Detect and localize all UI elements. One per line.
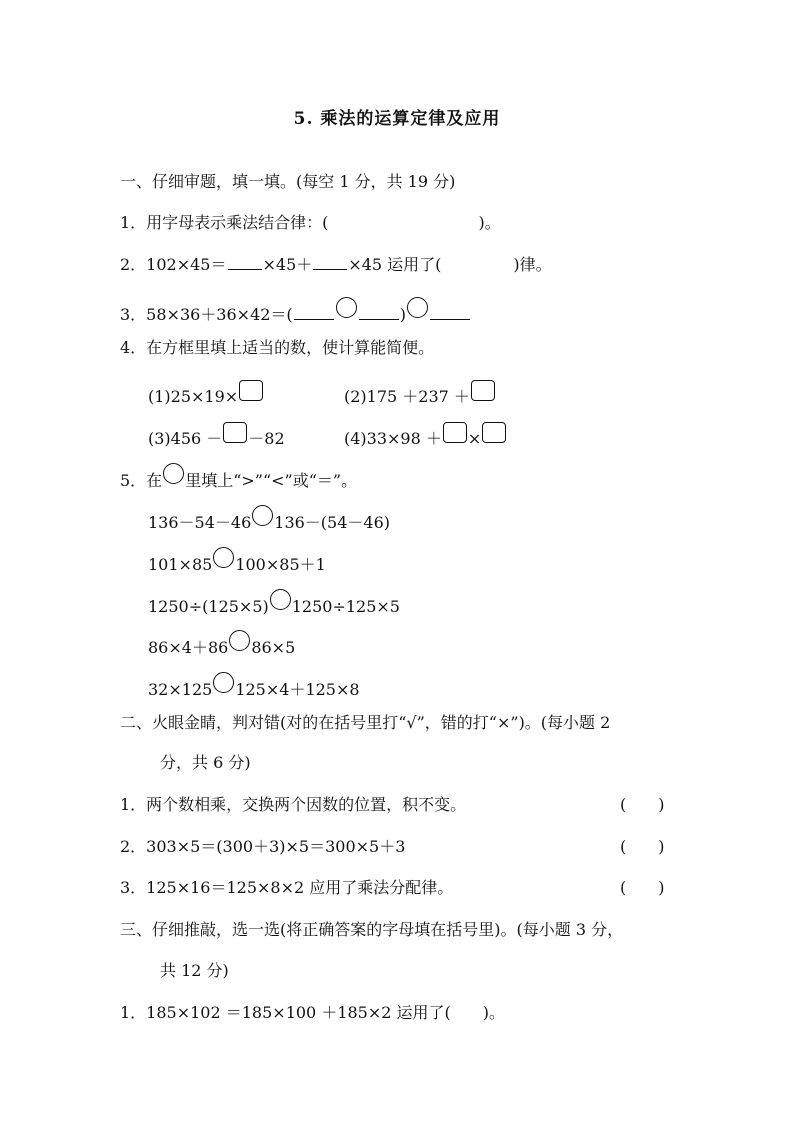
q4-item-2: (2)175 ＋237 ＋ [344, 380, 496, 407]
q2-mid-1: ×45＋ [262, 255, 313, 274]
q5-row: 32×125 125×4＋125×8 [148, 672, 360, 700]
q2-suffix: )律。 [513, 255, 552, 274]
q4-item-4: (4)33×98 ＋ × [344, 422, 507, 449]
judge-item-1: 1．两个数相乘，交换两个因数的位置，积不变。 [120, 795, 467, 814]
q3-blank-1[interactable] [294, 304, 334, 320]
judge-item-3: 3．125×16＝125×8×2 应用了乘法分配律。 [120, 878, 454, 897]
choice-question-1: 1．185×102 ＝185×100 ＋185×2 运用了( )。 [120, 1003, 506, 1022]
judge-item-2: 2．303×5＝(300＋3)×5＝300×5＋3 [120, 837, 406, 856]
question-3 [120, 297, 471, 325]
q5-compare-circle[interactable] [229, 630, 250, 651]
q4-box-4[interactable] [443, 422, 467, 443]
q5-compare-circle[interactable] [270, 589, 291, 610]
q4-item-3: (3)456 － －82 [148, 422, 285, 449]
q1-prefix: 1．用字母表示乘法结合律：( [120, 213, 329, 232]
section-1-heading: 一、仔细审题，填一填。(每空 1 分，共 19 分) [120, 172, 456, 191]
q5-row: 101×85 100×85＋1 [148, 547, 326, 575]
q5-compare-circle[interactable] [213, 672, 234, 693]
q5-row: 1250÷(125×5) 1250÷125×5 [148, 589, 400, 617]
q4-box-3[interactable] [223, 422, 247, 443]
q4-item-1: (1)25×19× [148, 380, 264, 407]
q4-box-1[interactable] [239, 380, 263, 401]
question-2 [120, 254, 552, 275]
q1-suffix: )。 [478, 213, 501, 232]
q2-mid-2: ×45 运用了( [348, 255, 442, 274]
section-2-heading: 二、火眼金睛，判对错(对的在括号里打“√”，错的打“×”)。(每小题 2 [120, 713, 611, 732]
q3-close-paren: ) [399, 305, 406, 324]
q3-blank-3[interactable] [430, 304, 470, 320]
q5-row: 136－54－46 136－(54－46) [148, 505, 390, 533]
q3-blank-2[interactable] [359, 304, 399, 320]
page-title: 5. 乘法的运算定律及应用 [293, 109, 501, 129]
section-2-heading-cont: 分，共 6 分) [160, 753, 251, 772]
section-3-heading: 三、仔细推敲，选一选(将正确答案的字母填在括号里)。(每小题 3 分， [120, 920, 624, 939]
q4-box-2[interactable] [471, 380, 495, 401]
q2-blank-1[interactable] [228, 254, 262, 270]
q3-circle-1[interactable] [336, 297, 357, 318]
judge-paren-2[interactable]: ( ) [620, 837, 665, 856]
q5-compare-circle[interactable] [252, 505, 273, 526]
q5-row: 86×4＋86 86×5 [148, 630, 295, 658]
circle-icon [163, 463, 184, 484]
question-4-prompt: 4．在方框里填上适当的数，使计算能简便。 [120, 338, 435, 357]
judge-paren-3[interactable]: ( ) [620, 878, 665, 897]
question-1 [120, 213, 501, 233]
judge-paren-1[interactable]: ( ) [620, 795, 665, 814]
q3-circle-2[interactable] [407, 297, 428, 318]
q3-prefix: 3．58×36＋36×42＝( [120, 305, 293, 324]
q2-blank-2[interactable] [313, 254, 347, 270]
q4-box-5[interactable] [482, 422, 506, 443]
question-5-prompt: 5．在 里填上“>”“<”或“＝”。 [120, 463, 357, 491]
q5-compare-circle[interactable] [213, 547, 234, 568]
q2-prefix: 2．102×45＝ [120, 255, 227, 274]
section-3-heading-cont: 共 12 分) [160, 961, 229, 980]
